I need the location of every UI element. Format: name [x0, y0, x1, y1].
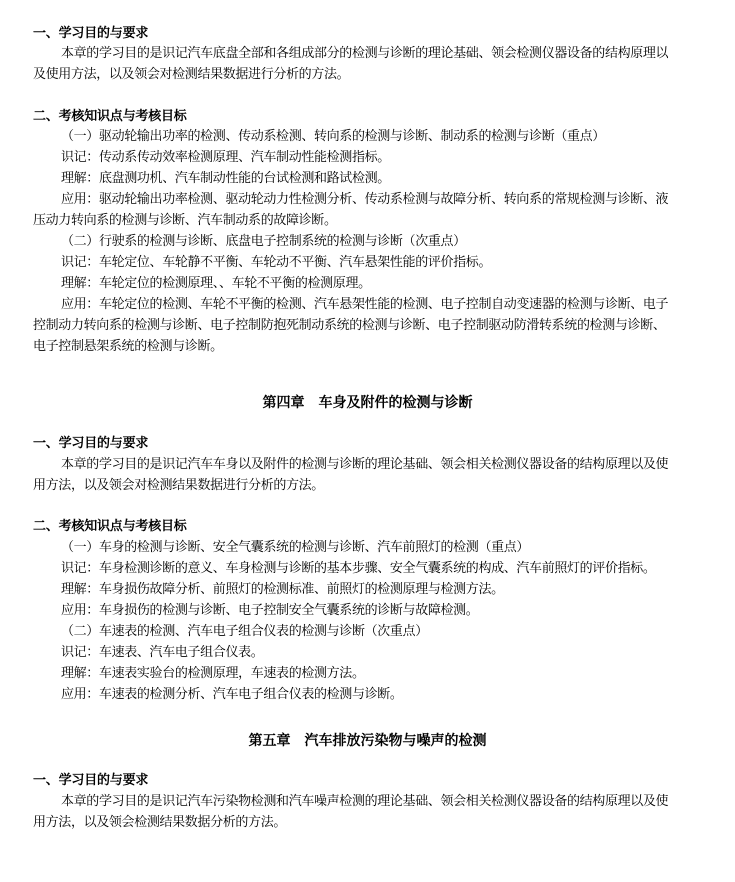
assessment-line: 控制动力转向系的检测与诊断、电子控制防抱死制动系统的检测与诊断、电子控制驱动防滑转系统的检测与诊断、 [33, 318, 666, 333]
assessment-line: 理解：底盘测功机、汽车制动性能的台试检测和路试检测。 [61, 171, 390, 186]
paragraph-line: 用方法，以及领会检测结果数据分析的方法。 [33, 815, 287, 830]
assessment-line: 应用：车轮定位的检测、车轮不平衡的检测、汽车悬架性能的检测、电子控制自动变速器的检测与诊断、电子 [61, 297, 669, 312]
section-heading-assessment: 二、考核知识点与考核目标 [33, 109, 187, 124]
assessment-line: 理解：车轮定位的检测原理、、车轮不平衡的检测原理。 [61, 276, 371, 291]
assessment-line: 理解：车身损伤故障分析、前照灯的检测标准、前照灯的检测原理与检测方法。 [61, 582, 504, 597]
chapter-title: 第五章 汽车排放污染物与噪声的检测 [248, 733, 487, 749]
assessment-line: 识记：车轮定位、车轮静不平衡、车轮动不平衡、汽车悬架性能的评价指标。 [61, 255, 492, 270]
assessment-line: 应用：车身损伤的检测与诊断、电子控制安全气囊系统的诊断与故障检测。 [61, 603, 479, 618]
assessment-line: （二）行驶系的检测与诊断、底盘电子控制系统的检测与诊断（次重点） [61, 234, 466, 249]
assessment-line: 理解：车速表实验台的检测原理，车速表的检测方法。 [61, 666, 365, 681]
paragraph-line: 本章的学习目的是识记汽车污染物检测和汽车噪声检测的理论基础、领会相关检测仪器设备的结构原理以及使 [61, 794, 669, 809]
assessment-line: 电子控制悬架系统的检测与诊断。 [33, 339, 223, 354]
section-heading-objectives: 一、学习目的与要求 [33, 773, 149, 788]
paragraph-line: 及使用方法，以及领会对检测结果数据进行分析的方法。 [33, 67, 350, 82]
assessment-line: 应用：驱动轮输出功率检测、驱动轮动力性检测分析、传动系检测与故障分析、转向系的常规检测与诊断、液 [61, 192, 669, 207]
assessment-line: 应用：车速表的检测分析、汽车电子组合仪表的检测与诊断。 [61, 687, 403, 702]
assessment-line: 识记：传动系传动效率检测原理、汽车制动性能检测指标。 [61, 150, 390, 165]
assessment-line: 识记：车身检测诊断的意义、车身检测与诊断的基本步骤、安全气囊系统的构成、汽车前照灯的评价指标。 [61, 561, 656, 576]
chapter-title: 第四章 车身及附件的检测与诊断 [262, 395, 473, 411]
section-heading-objectives: 一、学习目的与要求 [33, 436, 149, 451]
assessment-line: （一）车身的检测与诊断、安全气囊系统的检测与诊断、汽车前照灯的检测（重点） [61, 540, 530, 555]
paragraph-line: 本章的学习目的是识记汽车底盘全部和各组成部分的检测与诊断的理论基础、领会检测仪器设备的结构原理以 [61, 46, 669, 61]
paragraph-line: 用方法，以及领会对检测结果数据进行分析的方法。 [33, 478, 324, 493]
section-heading-assessment: 二、考核知识点与考核目标 [33, 519, 187, 534]
assessment-line: 识记：车速表、汽车电子组合仪表。 [61, 645, 264, 660]
assessment-line: （二）车速表的检测、汽车电子组合仪表的检测与诊断（次重点） [61, 624, 428, 639]
paragraph-line: 本章的学习目的是识记汽车车身以及附件的检测与诊断的理论基础、领会相关检测仪器设备的结构原理以及使 [61, 457, 669, 472]
section-heading-objectives: 一、学习目的与要求 [33, 26, 149, 41]
assessment-line: 压动力转向系的检测与诊断、汽车制动系的故障诊断。 [33, 213, 337, 228]
assessment-line: （一）驱动轮输出功率的检测、传动系检测、转向系的检测与诊断、制动系的检测与诊断（重点） [61, 129, 605, 144]
